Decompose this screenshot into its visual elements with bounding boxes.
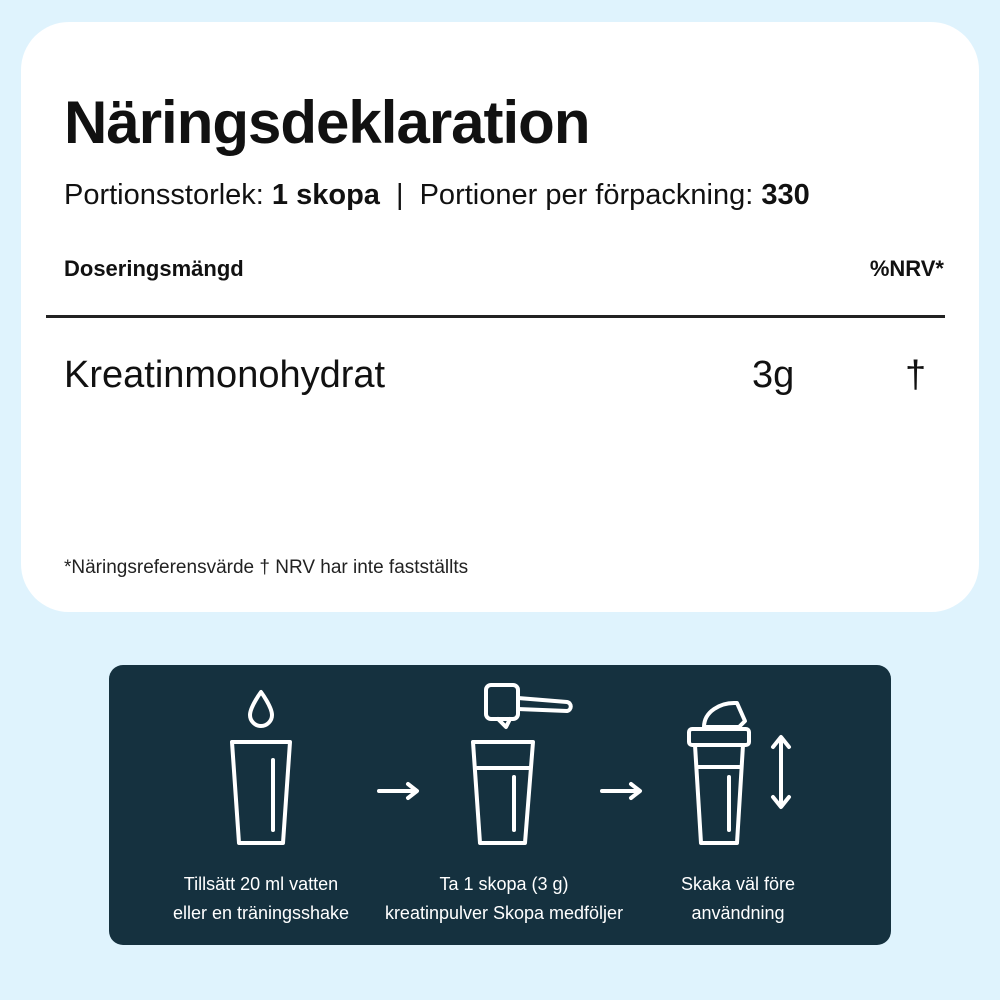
step-2-line-2: kreatinpulver Skopa medföljer [384,903,624,923]
table-divider [46,315,945,318]
step-3-text [608,870,868,928]
step-3-line-1: Skaka väl före [680,874,796,894]
step-3-line-2: användning [691,903,785,923]
ingredient-name: Kreatinmonohydrat [64,354,386,396]
serving-info [64,179,810,212]
arrow-right-icon [379,784,417,798]
portions-value: 330 [761,179,810,211]
arrow-right-icon [602,784,640,798]
step-1-line-1: Tillsätt 20 ml vatten [183,874,339,894]
ingredient-nrv: † [905,354,927,396]
column-header-nrv: %NRV* [869,256,944,281]
shaker-icon [689,703,789,843]
page-title: Näringsdeklaration [64,89,590,156]
ingredient-amount: 3g [752,354,795,396]
column-header-dosage: Doseringsmängd [64,256,244,281]
scoop-glass-icon [473,685,571,843]
step-1-text [131,870,391,928]
footnote: *Näringsreferensvärde † NRV har inte fastställts [64,557,469,578]
step-1-line-2: eller en träningsshake [172,903,350,923]
serving-size-value: 1 skopa [271,179,380,211]
portions-label: Portioner per förpackning: [419,179,754,211]
instructions-panel [109,665,891,945]
water-glass-icon [232,692,290,843]
serving-separator: | [395,179,404,211]
step-2-text [374,870,634,928]
step-2-line-1: Ta 1 skopa (3 g) [439,874,569,894]
serving-size-label: Portionsstorlek: [64,179,264,211]
